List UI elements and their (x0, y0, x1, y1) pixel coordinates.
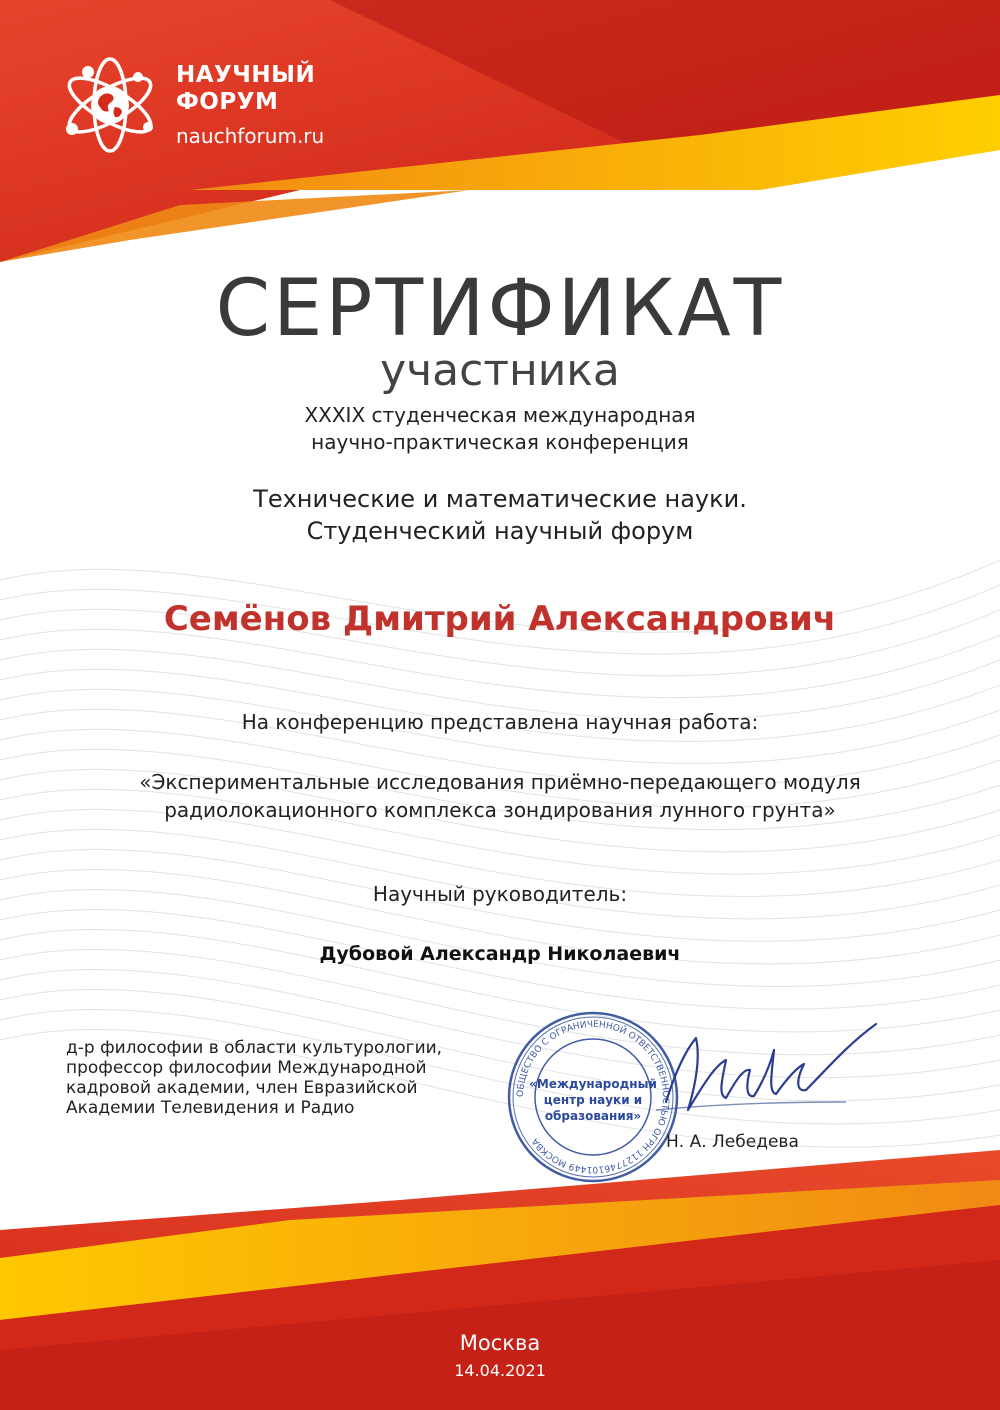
conference-name (0, 402, 1000, 456)
logo-title-line2: ФОРУМ (176, 89, 279, 115)
section-line1: Технические и математические науки. (253, 485, 747, 513)
participant-name: Семёнов Дмитрий Александрович (163, 599, 837, 639)
city: Москва (459, 1331, 541, 1355)
work-title (0, 768, 1000, 824)
work-title-line1: «Экспериментальные исследования приёмно-передающего модуля (139, 770, 861, 794)
supervisor-label: Научный руководитель: (372, 882, 628, 906)
stamp-center-line3: образования» (544, 1109, 642, 1123)
logo-site: nauchforum.ru (176, 124, 325, 148)
stamp-center-line1: «Международный (529, 1077, 657, 1091)
presented-label: На конференцию представлена научная работа: (241, 710, 759, 734)
section-line2: Студенческий научный форум (306, 517, 694, 545)
stamp-ring-text: ОБЩЕСТВО С ОГРАНИЧЕННОЙ ОТВЕТСТВЕННОСТЬЮ ОГРН 1127746101449 МОСКВА (515, 1019, 671, 1175)
certificate-subtitle: участника (380, 345, 620, 396)
work-title-line2: радиолокационного комплекса зондирования лунного грунта» (164, 798, 836, 822)
credentials-line2: профессор философии Международной (66, 1058, 427, 1078)
signer-name: Н. А. Лебедева (666, 1132, 799, 1152)
logo-title-line1: НАУЧНЫЙ (176, 62, 316, 88)
conference-line1: XXXIX студенческая международная (304, 403, 696, 427)
credentials-line4: Академии Телевидения и Радио (66, 1098, 355, 1118)
certificate-title: СЕРТИФИКАТ (215, 264, 785, 354)
date: 14.04.2021 (454, 1361, 546, 1380)
supervisor-name: Дубовой Александр Николаевич (319, 943, 681, 965)
conference-line2: научно-практическая конференция (311, 430, 689, 454)
credentials-line1: д-р философии в области культурологии, (66, 1038, 443, 1058)
logo-title (176, 62, 315, 116)
credentials-line3: кадровой академии, член Евразийской (66, 1078, 418, 1098)
supervisor-credentials (66, 1038, 506, 1118)
stamp-center-line2: центр науки и (543, 1093, 643, 1107)
conference-section (0, 483, 1000, 547)
signature (646, 1010, 886, 1130)
